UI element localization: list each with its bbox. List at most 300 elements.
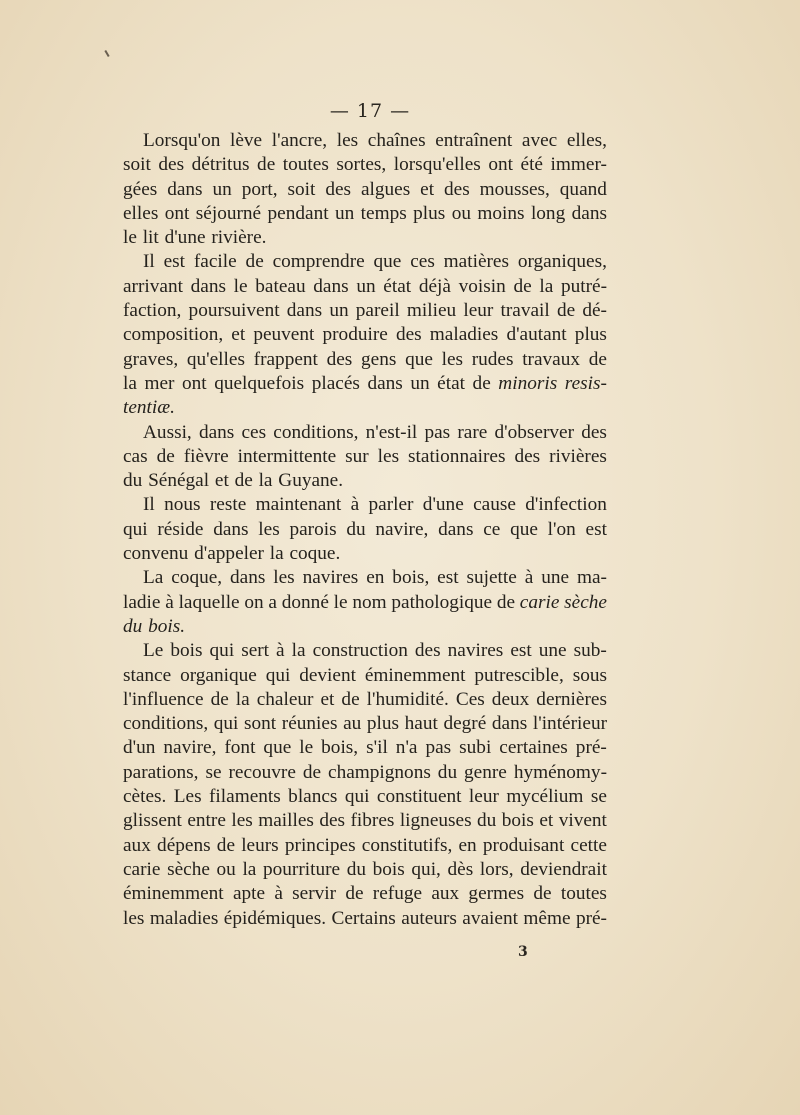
word: gens xyxy=(361,348,397,370)
word: pourriture xyxy=(262,858,341,880)
word: pendant xyxy=(267,202,329,224)
text-line xyxy=(123,518,607,542)
word: et xyxy=(320,688,335,710)
text-line xyxy=(123,348,607,372)
word: un xyxy=(329,300,349,322)
word: facile xyxy=(193,251,237,273)
word: avaient xyxy=(462,907,518,929)
word: de xyxy=(533,883,552,905)
word: placés xyxy=(311,372,360,394)
word: font xyxy=(224,737,256,759)
word: organique xyxy=(180,664,257,686)
word: temps xyxy=(360,202,407,224)
word: le xyxy=(333,591,348,613)
word: et xyxy=(231,324,246,346)
word: se xyxy=(205,761,222,783)
word: maintenant xyxy=(255,494,342,516)
word: poursuivent xyxy=(188,300,280,322)
word: des xyxy=(395,324,422,346)
word: ces xyxy=(241,421,267,443)
word: d'infection xyxy=(525,494,607,516)
word: un xyxy=(410,372,430,394)
word: leur xyxy=(468,786,499,808)
word: plus xyxy=(366,713,400,735)
word: sont xyxy=(244,713,277,735)
word: plus xyxy=(413,202,446,224)
word: l'humidité. xyxy=(366,688,449,710)
word: lors, xyxy=(479,858,514,880)
word: Il xyxy=(143,251,155,273)
word: laquelle xyxy=(178,591,240,613)
word: sert xyxy=(241,640,270,662)
text-line xyxy=(123,664,607,688)
word: des xyxy=(325,178,352,200)
word: conditions, xyxy=(273,421,359,443)
word: quand xyxy=(559,178,607,200)
word: port, xyxy=(241,178,278,200)
word: sèche xyxy=(167,858,210,880)
text-line xyxy=(123,493,607,517)
text-line xyxy=(123,834,607,858)
word: elles xyxy=(123,202,159,224)
word: la xyxy=(242,858,257,880)
word: rivières xyxy=(549,445,607,467)
word: certaines xyxy=(499,737,568,759)
word: deviendrait xyxy=(520,858,607,880)
word: Les xyxy=(173,786,202,808)
word: la xyxy=(291,640,306,662)
word: cause xyxy=(473,494,516,516)
word: et xyxy=(420,178,435,200)
word: peuvent xyxy=(253,324,315,346)
word: stationnaires xyxy=(408,445,506,467)
word: La xyxy=(143,567,164,589)
word: le xyxy=(299,737,314,759)
word: bois. xyxy=(148,615,186,637)
text-line xyxy=(123,591,607,615)
text-line xyxy=(123,469,607,493)
word: des xyxy=(514,445,541,467)
word: le xyxy=(233,275,248,297)
word: sous xyxy=(572,664,607,686)
word: mycélium xyxy=(506,786,584,808)
word: germes xyxy=(468,883,525,905)
word: dans xyxy=(313,275,349,297)
word: algues xyxy=(360,178,411,200)
word: minoris xyxy=(498,372,558,394)
word: pas xyxy=(424,421,451,443)
word: vivent xyxy=(558,810,607,832)
word: navire, xyxy=(375,518,429,540)
word: dans xyxy=(286,300,323,322)
word: la xyxy=(123,372,137,394)
word: bois, xyxy=(321,737,359,759)
word: pas xyxy=(425,737,452,759)
word: immer- xyxy=(550,154,607,176)
word: est xyxy=(163,251,186,273)
word: rudes xyxy=(471,348,514,370)
word: qui xyxy=(265,664,291,686)
word: de xyxy=(472,372,491,394)
word: détritus xyxy=(191,154,250,176)
word: soit xyxy=(287,178,316,200)
word: servir xyxy=(292,883,337,905)
word: état xyxy=(383,275,412,297)
word: elles, xyxy=(566,130,607,151)
word: de xyxy=(245,251,264,273)
word: d'observer xyxy=(494,421,575,443)
word: toutes xyxy=(282,154,329,176)
word: que xyxy=(373,251,402,273)
word: filaments xyxy=(209,786,281,808)
word: une xyxy=(541,567,570,589)
word: frappent xyxy=(253,348,318,370)
word: du xyxy=(123,470,143,492)
word: mousses, xyxy=(479,178,550,200)
word: à xyxy=(276,640,285,662)
word: travail xyxy=(500,300,550,322)
word: ont xyxy=(164,202,190,224)
word: principes xyxy=(284,834,356,856)
word: épidémiques. xyxy=(223,907,327,929)
word: qui xyxy=(344,786,370,808)
text-line xyxy=(123,615,607,639)
word: qui xyxy=(209,640,235,662)
word: l'influence xyxy=(123,688,204,710)
word: parations, xyxy=(123,761,199,783)
word: construction xyxy=(312,640,408,662)
word: sortes, xyxy=(336,154,387,176)
text-line xyxy=(123,736,607,760)
text-line xyxy=(123,882,607,906)
word: et xyxy=(214,470,229,492)
word: Guyane. xyxy=(278,470,344,492)
word: que xyxy=(510,518,538,540)
word: degré xyxy=(443,713,487,735)
word: glissent xyxy=(123,810,182,832)
word: pareil xyxy=(355,300,400,322)
word: bois xyxy=(170,640,203,662)
text-line xyxy=(123,372,607,396)
word: un xyxy=(212,178,232,200)
word: resis- xyxy=(564,372,607,394)
text-line xyxy=(123,396,607,420)
word: dans xyxy=(167,178,203,200)
word: soit xyxy=(123,154,151,176)
signature-mark: 3 xyxy=(518,944,528,960)
word: du xyxy=(123,615,143,637)
word: à xyxy=(350,494,360,516)
word: de xyxy=(257,154,276,176)
page-number: — 17 — xyxy=(329,100,411,122)
word: donné xyxy=(281,591,329,613)
word: ont xyxy=(488,154,513,176)
word: de xyxy=(345,883,364,905)
word: champignons xyxy=(328,761,431,783)
word: ligneuses xyxy=(399,810,472,832)
word: des xyxy=(158,154,185,176)
ink-speck xyxy=(104,50,109,57)
word: auteurs xyxy=(401,907,457,929)
word: les xyxy=(441,348,464,370)
word: Le xyxy=(143,640,164,662)
text-line xyxy=(123,226,607,250)
word: en xyxy=(458,834,477,856)
text-line xyxy=(123,178,607,202)
word: à xyxy=(524,567,534,589)
word: l'ancre, xyxy=(271,130,328,151)
word: le xyxy=(123,227,137,249)
word: cas xyxy=(123,445,148,467)
word: constitutifs, xyxy=(361,834,453,856)
word: éminemment xyxy=(123,883,224,905)
word: carie xyxy=(123,858,161,880)
word: entraînent xyxy=(435,130,513,151)
word: s'il xyxy=(366,737,388,759)
word: stance xyxy=(123,664,172,686)
text-line xyxy=(123,566,607,590)
word: voisin xyxy=(458,275,506,297)
word: des xyxy=(581,421,607,443)
word: été xyxy=(520,154,543,176)
word: réunies xyxy=(281,713,338,735)
word: moins xyxy=(477,202,525,224)
text-line xyxy=(123,907,607,931)
word: réside xyxy=(157,518,204,540)
word: navires xyxy=(447,640,504,662)
word: qui, xyxy=(411,858,441,880)
word: est xyxy=(585,518,607,540)
text-line xyxy=(123,639,607,663)
word: fièvre xyxy=(183,445,229,467)
word: d'une xyxy=(164,227,206,249)
word: carie xyxy=(519,591,560,613)
word: de xyxy=(341,688,360,710)
word: rare xyxy=(457,421,488,443)
word: est xyxy=(437,567,459,589)
word: dès xyxy=(447,858,474,880)
word: séjourné xyxy=(195,202,262,224)
word: la xyxy=(235,688,250,710)
word: de xyxy=(556,300,576,322)
word: ou xyxy=(216,858,236,880)
word: produire xyxy=(322,324,388,346)
word: maladies xyxy=(149,907,219,929)
word: bois xyxy=(501,810,534,832)
word: matières xyxy=(443,251,509,273)
word: navire, xyxy=(163,737,217,759)
word: n'a xyxy=(395,737,418,759)
word: gées xyxy=(123,178,158,200)
word: dans xyxy=(438,518,474,540)
word: refuge xyxy=(372,883,423,905)
word: produisant xyxy=(482,834,565,856)
text-line xyxy=(123,761,607,785)
text-line xyxy=(123,129,607,153)
word: entre xyxy=(187,810,226,832)
word: qui xyxy=(123,518,148,540)
word: la xyxy=(539,275,554,297)
word: coque, xyxy=(171,567,223,589)
text-line xyxy=(123,299,607,323)
word: de xyxy=(156,445,175,467)
word: la xyxy=(258,470,273,492)
word: sujette xyxy=(466,567,517,589)
word: milieu xyxy=(406,300,457,322)
word: recouvre xyxy=(228,761,296,783)
word: bateau xyxy=(255,275,306,297)
word: éminemment xyxy=(364,664,466,686)
word: Il xyxy=(143,494,155,516)
word: pré- xyxy=(575,907,607,929)
word: dans xyxy=(367,372,403,394)
word: de xyxy=(210,688,229,710)
word: hyménomy- xyxy=(513,761,607,783)
word: dans xyxy=(571,202,607,224)
text-line xyxy=(123,445,607,469)
word: arrivant xyxy=(123,275,183,297)
word: lève xyxy=(230,130,263,151)
word: de xyxy=(513,275,532,297)
word: ce xyxy=(483,518,501,540)
word: ou xyxy=(451,202,471,224)
word: de xyxy=(302,761,322,783)
word: genre xyxy=(464,761,507,783)
word: les xyxy=(273,567,295,589)
word: bois, xyxy=(392,567,430,589)
word: dé- xyxy=(582,300,607,322)
word: l'intérieur xyxy=(532,713,607,735)
word: des xyxy=(414,640,441,662)
word: ces xyxy=(410,251,435,273)
word: organiques, xyxy=(517,251,607,273)
word: mailles xyxy=(258,810,314,832)
word: n'est-il xyxy=(365,421,418,443)
word: leur xyxy=(463,300,494,322)
word: blancs xyxy=(288,786,338,808)
word: et xyxy=(539,810,554,832)
text-line xyxy=(123,202,607,226)
word: leurs xyxy=(241,834,279,856)
word: état xyxy=(437,372,465,394)
word: des xyxy=(319,810,346,832)
word: cette xyxy=(570,834,607,856)
word: parois xyxy=(289,518,337,540)
word: en xyxy=(366,567,385,589)
text-line xyxy=(123,858,607,882)
word: nous xyxy=(164,494,201,516)
word: subi xyxy=(459,737,492,759)
word: Lorsqu'on xyxy=(143,130,221,151)
word: haut xyxy=(404,713,438,735)
word: apte xyxy=(232,883,266,905)
word: à xyxy=(165,591,174,613)
word: des xyxy=(444,178,470,200)
word: comprendre xyxy=(272,251,365,273)
word: sèche xyxy=(564,591,607,613)
word: ont xyxy=(182,372,207,394)
word: même xyxy=(523,907,571,929)
word: ma- xyxy=(576,567,607,589)
word: constituent xyxy=(376,786,462,808)
word: rivière. xyxy=(211,227,267,249)
word: convenu xyxy=(123,543,189,565)
word: avec xyxy=(521,130,558,151)
text-line xyxy=(123,688,607,712)
word: pathologique xyxy=(391,591,493,613)
word: dernières xyxy=(536,688,607,710)
word: chaînes xyxy=(367,130,426,151)
word: des xyxy=(326,348,353,370)
word: les xyxy=(377,445,400,467)
word: cètes. xyxy=(123,786,167,808)
word: déjà xyxy=(418,275,451,297)
text-line xyxy=(123,785,607,809)
word: dans xyxy=(491,713,528,735)
word: une xyxy=(538,640,567,662)
word: nom xyxy=(352,591,387,613)
word: un xyxy=(356,275,376,297)
word: d'autant xyxy=(506,324,567,346)
word: fibres xyxy=(350,810,395,832)
word: les xyxy=(123,907,145,929)
word: toutes xyxy=(560,883,607,905)
word: la xyxy=(269,543,284,565)
body-text xyxy=(123,129,607,931)
word: est xyxy=(510,640,532,662)
word: sur xyxy=(345,445,369,467)
text-line xyxy=(123,153,607,177)
word: putrescible, xyxy=(474,664,564,686)
word: reste xyxy=(209,494,247,516)
word: au xyxy=(343,713,362,735)
word: de xyxy=(588,348,607,370)
word: tentiæ. xyxy=(123,397,175,419)
word: conditions, xyxy=(123,713,209,735)
word: du xyxy=(346,858,366,880)
word: dépens xyxy=(157,834,211,856)
word: dans xyxy=(198,421,235,443)
word: qui xyxy=(213,713,239,735)
word: a xyxy=(268,591,277,613)
word: de xyxy=(216,834,235,856)
word: Certains xyxy=(331,907,396,929)
text-line xyxy=(123,250,607,274)
word: travaux xyxy=(522,348,581,370)
word: navires xyxy=(302,567,359,589)
word: se xyxy=(590,786,607,808)
word: que xyxy=(263,737,292,759)
word: devient xyxy=(299,664,356,686)
word: à xyxy=(274,883,283,905)
word: quelquefois xyxy=(214,372,305,394)
word: de xyxy=(234,470,253,492)
word: les xyxy=(231,810,253,832)
word: parler xyxy=(368,494,414,516)
word: dans xyxy=(230,567,266,589)
word: long xyxy=(530,202,566,224)
word: bois xyxy=(372,858,405,880)
word: faction, xyxy=(123,300,182,322)
word: putré- xyxy=(560,275,607,297)
word: Ces xyxy=(455,688,485,710)
word: l'on xyxy=(547,518,576,540)
word: que xyxy=(405,348,433,370)
text-line xyxy=(123,275,607,299)
word: ladie xyxy=(123,591,161,613)
word: d'un xyxy=(123,737,156,759)
word: un xyxy=(334,202,355,224)
